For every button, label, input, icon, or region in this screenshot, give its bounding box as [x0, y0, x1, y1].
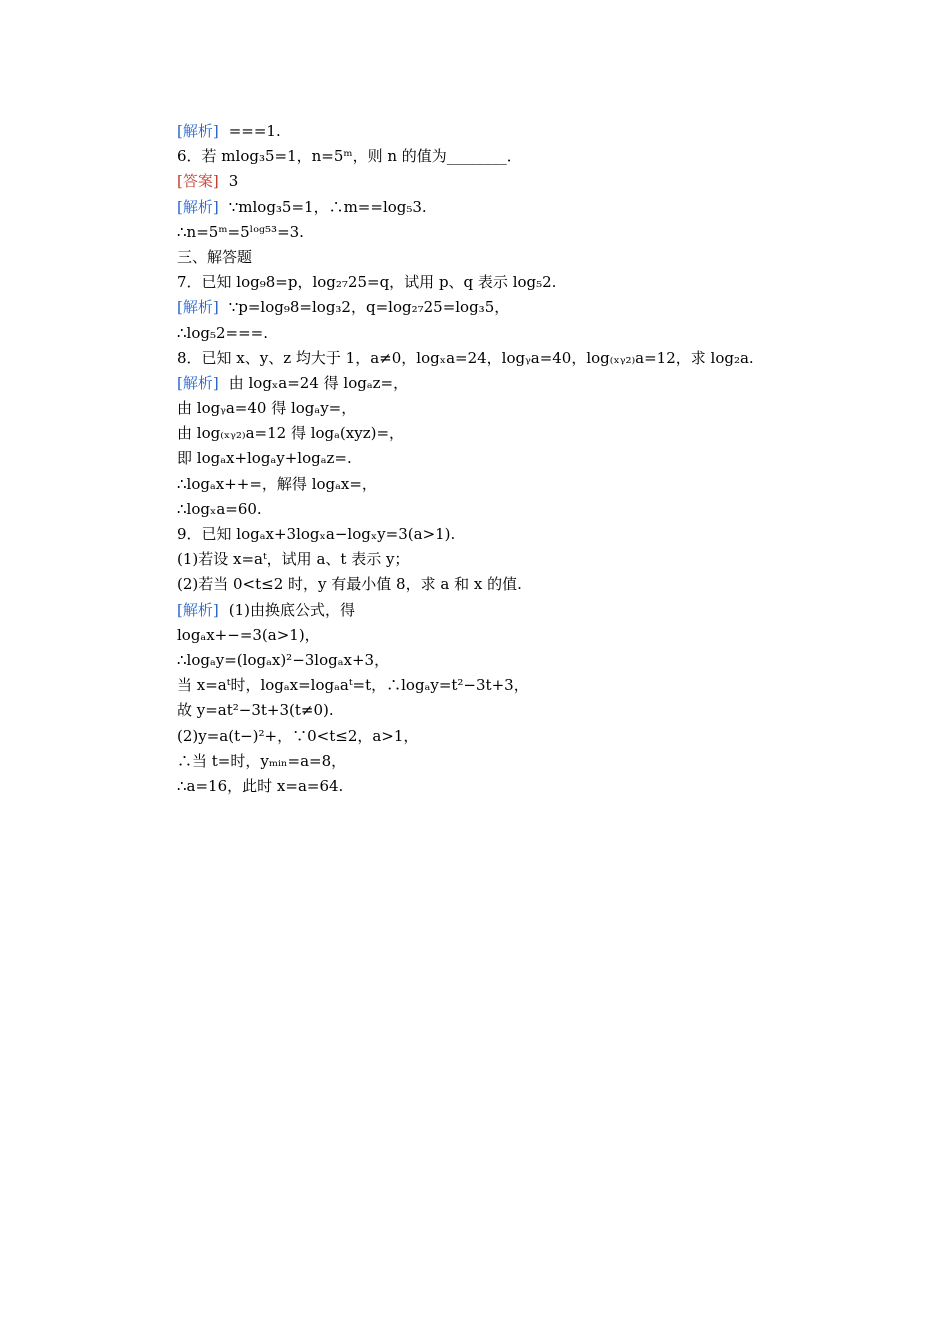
line-text: ∵mlog₃5=1，∴m==log₅3.	[228, 197, 427, 216]
analysis-tag: [解析]	[177, 600, 219, 619]
text-line	[177, 673, 827, 698]
text-line	[177, 195, 827, 220]
line-text: ∴logₓa=60.	[177, 499, 262, 518]
line-text: 当 x=aᵗ时，logₐx=logₐaᵗ=t，∴logₐy=t²−3t+3，	[177, 676, 529, 695]
text-line	[177, 346, 827, 371]
text-line	[177, 522, 827, 547]
text-line	[177, 169, 827, 194]
text-line	[177, 472, 827, 497]
line-text: logₐx+−=3(a>1)，	[177, 625, 320, 644]
answer-tag: [答案]	[177, 172, 219, 191]
text-line	[177, 144, 827, 169]
text-line	[177, 220, 827, 245]
line-text: ∵p=log₉8=log₃2，q=log₂₇25=log₃5，	[228, 298, 510, 317]
line-text: 三、解答题	[177, 247, 253, 266]
line-text: ∴log₅2===.	[177, 323, 269, 342]
line-text: ∴logₐy=(logₐx)²−3logₐx+3，	[177, 650, 390, 669]
text-line	[177, 698, 827, 723]
line-text: 故 y=at²−3t+3(t≠0).	[177, 701, 334, 720]
text-line	[177, 724, 827, 749]
line-text: (2)若当 0<t≤2 时，y 有最小值 8，求 a 和 x 的值.	[177, 575, 522, 594]
line-text: ∴n=5ᵐ=5ˡᵒᵍ⁵³=3.	[177, 222, 304, 241]
line-text: (1)由换底公式，得	[228, 600, 355, 619]
line-text: ===1.	[228, 122, 281, 140]
text-line	[177, 648, 827, 673]
line-text: 由 log₍ₓᵧ₂₎a=12 得 logₐ(xyz)=，	[177, 424, 405, 443]
text-line	[177, 295, 827, 320]
text-line	[177, 774, 827, 799]
line-text: ∴logₐx++=，解得 logₐx=，	[177, 474, 377, 493]
line-text: 即 logₐx+logₐy+logₐz=.	[177, 449, 352, 468]
text-line	[177, 547, 827, 572]
document-lines	[177, 119, 827, 799]
line-text: 8．已知 x、y、z 均大于 1，a≠0，logₓa=24，logᵧa=40，log₍ₓᵧ₂₎a=12，求 log₂a.	[177, 348, 754, 367]
text-line	[177, 270, 827, 295]
text-line	[177, 623, 827, 648]
text-line	[177, 497, 827, 522]
text-line	[177, 245, 827, 270]
analysis-tag: [解析]	[177, 197, 219, 216]
line-text: 7．已知 log₉8=p，log₂₇25=q，试用 p、q 表示 log₅2.	[177, 273, 557, 292]
line-text: (2)y=a(t−)²+，∵0<t≤2，a>1，	[177, 726, 419, 745]
text-line	[177, 371, 827, 396]
text-line	[177, 446, 827, 471]
line-text: 由 logₓa=24 得 logₐz=，	[228, 373, 409, 392]
text-line	[177, 396, 827, 421]
text-line	[177, 598, 827, 623]
text-line	[177, 119, 827, 144]
line-text: 9．已知 logₐx+3logₓa−logₓy=3(a>1).	[177, 525, 456, 543]
line-text: 6．若 mlog₃5=1，n=5ᵐ，则 n 的值为________．	[177, 147, 522, 166]
text-line	[177, 749, 827, 774]
text-line	[177, 321, 827, 346]
text-line	[177, 421, 827, 446]
line-text: ∴a=16，此时 x=a=64.	[177, 776, 344, 795]
analysis-tag: [解析]	[177, 373, 219, 392]
line-text: ∴当 t=时，yₘᵢₙ=a=8，	[177, 751, 347, 770]
line-text: (1)若设 x=aᵗ，试用 a、t 表示 y；	[177, 550, 410, 569]
analysis-tag: [解析]	[177, 122, 219, 140]
line-text: 由 logᵧa=40 得 logₐy=，	[177, 399, 357, 418]
line-text: 3	[228, 172, 239, 191]
document-page	[177, 119, 827, 799]
analysis-tag: [解析]	[177, 298, 219, 317]
text-line	[177, 572, 827, 597]
